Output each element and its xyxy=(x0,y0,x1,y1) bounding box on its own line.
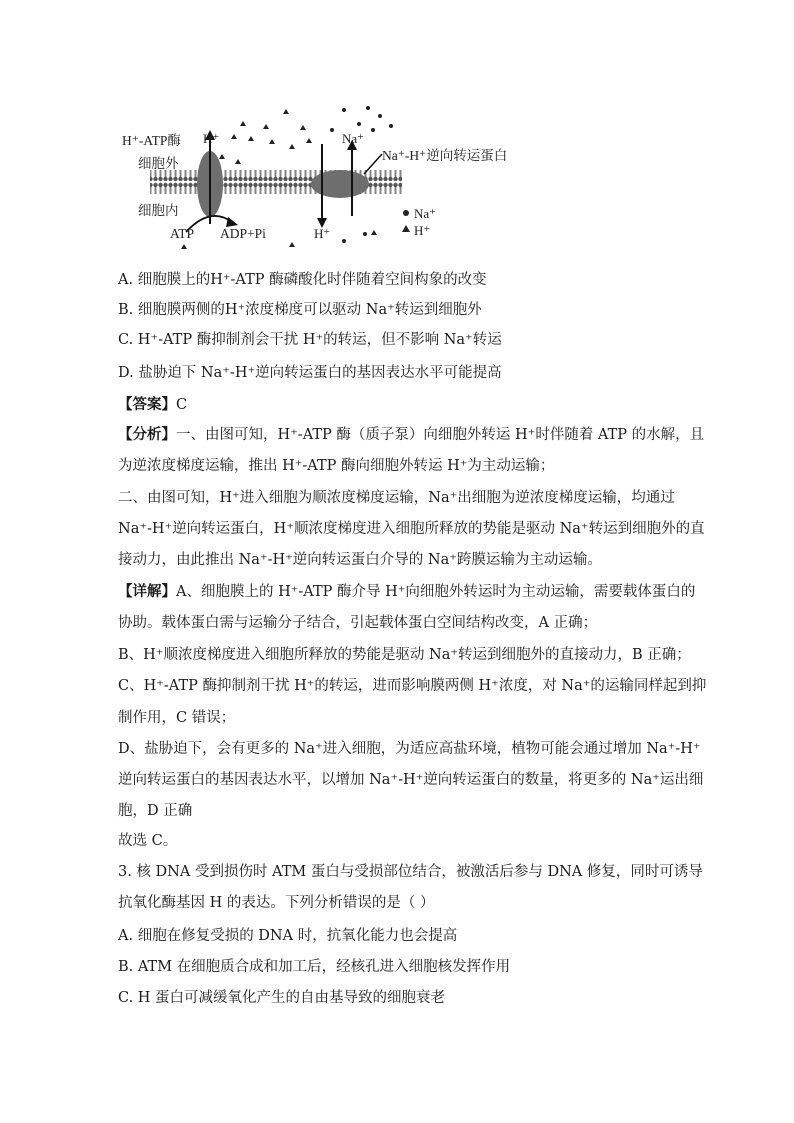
analysis-line-1 xyxy=(118,425,704,445)
na-top-label: Na⁺ xyxy=(342,131,365,146)
analysis-line-5: 接动力，由此推出 Na⁺-H⁺逆向转运蛋白介导的 Na⁺跨膜运输为主动运输。 xyxy=(118,552,602,568)
outside-label: 细胞外 xyxy=(138,156,179,171)
detail-line-9: 故选 C。 xyxy=(118,833,178,849)
ions-inside xyxy=(181,230,377,249)
analysis-line-2: 为逆浓度梯度运输，推出 H⁺-ATP 酶向细胞外转运 H⁺为主动运输； xyxy=(118,458,555,474)
adp-label: ADP+Pi xyxy=(220,226,266,241)
option-d: D. 盐胁迫下 Na⁺-H⁺逆向转运蛋白的基因表达水平可能提高 xyxy=(118,365,502,381)
h-ions-outside xyxy=(219,109,312,164)
membrane-diagram xyxy=(118,98,518,260)
na-ions-outside xyxy=(330,106,393,132)
enzyme-label: H⁺-ATP酶 xyxy=(122,133,181,148)
h-top-label: H⁺ xyxy=(203,131,220,146)
q3-option-b: B. ATM 在细胞质合成和加工后，经核孔进入细胞核发挥作用 xyxy=(118,959,511,975)
detail-line-7: 逆向转运蛋白的基因表达水平，以增加 Na⁺-H⁺逆向转运蛋白的数量，将更多的 Na⁺运出细 xyxy=(118,772,704,788)
answer-tag: 【答案】 xyxy=(118,396,176,413)
antiporter-label: Na⁺-H⁺逆向转运蛋白 xyxy=(382,148,508,163)
option-c: C. H⁺-ATP 酶抑制剂会干扰 H⁺的转运，但不影响 Na⁺转运 xyxy=(118,332,502,348)
q3-stem-line-2: 抗氧化酶基因 H 的表达。下列分析错误的是（ ） xyxy=(118,895,435,911)
detail-tag: 【详解】 xyxy=(118,583,176,600)
option-a: A. 细胞膜上的H⁺-ATP 酶磷酸化时伴随着空间构象的改变 xyxy=(118,272,487,288)
analysis-tag: 【分析】 xyxy=(118,426,176,443)
legend-h-triangle xyxy=(402,225,410,232)
legend-na-label: Na⁺ xyxy=(414,206,437,221)
analysis-line-3: 二、由图可知，H⁺进入细胞为顺浓度梯度运输，Na⁺出细胞为逆浓度梯度运输，均通过 xyxy=(118,490,675,506)
option-b: B. 细胞膜两侧的H⁺浓度梯度可以驱动 Na⁺转运到细胞外 xyxy=(118,302,482,318)
legend-h-label: H⁺ xyxy=(414,223,431,238)
detail-line-5: 制作用，C 错误； xyxy=(118,710,236,726)
q3-option-c: C. H 蛋白可减缓氧化产生的自由基导致的细胞衰老 xyxy=(118,990,446,1006)
detail-line-1 xyxy=(118,582,695,602)
detail-line-3: B、H⁺顺浓度梯度进入细胞所释放的势能是驱动 Na⁺转运到细胞外的直接动力，B 正确； xyxy=(118,647,691,663)
analysis-text-1: 一、由图可知，H⁺-ATP 酶（质子泵）向细胞外转运 H⁺时伴随着 ATP 的水解，且 xyxy=(176,427,705,443)
detail-line-2: 协助。载体蛋白需与运输分子结合，引起载体蛋白空间结构改变，A 正确； xyxy=(118,615,598,631)
membrane-transport-figure xyxy=(118,98,518,260)
analysis-line-4: Na⁺-H⁺逆向转运蛋白，H⁺顺浓度梯度进入细胞所释放的势能是驱动 Na⁺转运到细胞外的直 xyxy=(118,521,705,537)
atp-label: ATP xyxy=(170,226,195,241)
detail-line-8: 胞，D 正确 xyxy=(118,803,193,819)
detail-line-4: C、H⁺-ATP 酶抑制剂干扰 H⁺的转运，进而影响膜两侧 H⁺浓度，对 Na⁺的运输同样起到抑 xyxy=(118,678,707,694)
q3-stem-line-1: 3. 核 DNA 受到损伤时 ATM 蛋白与受损部位结合，被激活后参与 DNA 修复，同时可诱导 xyxy=(118,864,703,880)
na-h-antiporter-protein xyxy=(311,170,369,198)
q3-option-a: A. 细胞在修复受损的 DNA 时，抗氧化能力也会提高 xyxy=(118,928,458,944)
detail-text-1: A、细胞膜上的 H⁺-ATP 酶介导 H⁺向细胞外转运时为主动运输，需要载体蛋白的 xyxy=(176,584,696,600)
answer-line xyxy=(118,395,187,415)
answer-value: C xyxy=(176,397,188,413)
detail-line-6: D、盐胁迫下，会有更多的 Na⁺进入细胞，为适应高盐环境，植物可能会通过增加 Na⁺-H⁺ xyxy=(118,741,701,757)
inside-label: 细胞内 xyxy=(138,203,179,218)
legend-na-dot xyxy=(403,210,409,216)
h-bottom-label: H⁺ xyxy=(314,226,331,241)
